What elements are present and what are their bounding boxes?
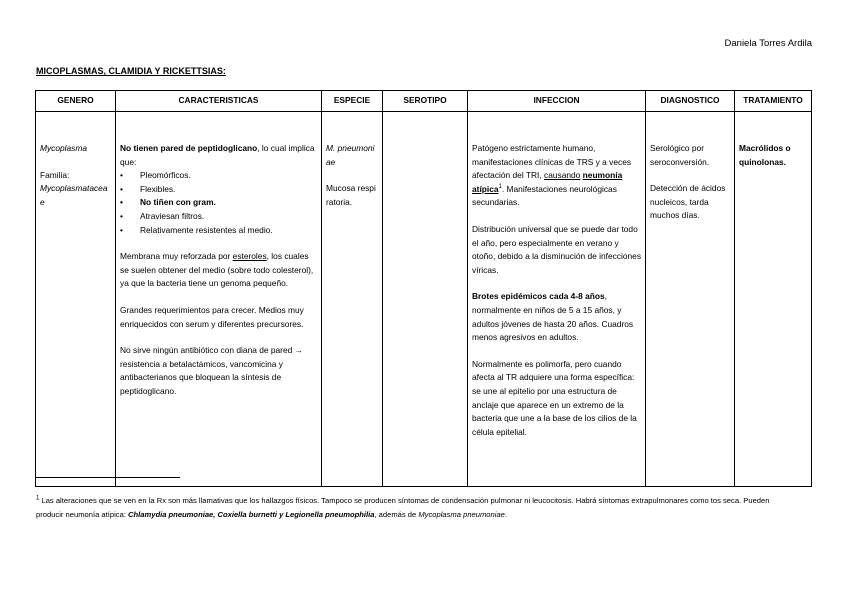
list-item: • Atraviesan filtros. bbox=[120, 210, 317, 224]
especie-cell bbox=[322, 112, 383, 487]
species-name: M. pneumoniae bbox=[326, 143, 375, 167]
infeccion-paragraph: Normalmente es polimorfa, pero cuando afecta al TR adquiere una forma específica: se une al epitelio por una estructura de anclaje que aparece en un extremo de la bacteria que une a la base de los cilios de la célula epitelial. bbox=[472, 358, 637, 437]
familia-name: Mycoplasmataceae bbox=[40, 183, 108, 207]
author-name: Daniela Torres Ardila bbox=[724, 38, 812, 49]
infeccion-paragraph: Distribución universal que se puede dar todo el año, pero especialmente en verano y otoño, debido a la disminución de infecciones víricas. bbox=[472, 223, 642, 275]
list-item: • Flexibles. bbox=[120, 183, 317, 197]
table-row bbox=[36, 112, 812, 487]
genero-cell bbox=[36, 112, 116, 487]
footnote: $^1$ Las alteraciones que se ven en la Rx son más llamativas que los hallazgos físicos. Tampoco se producen síntomas de condensación pulmonar ni leucocitosis. Habrá síntomas extrapulmonares como tos seca. Pueden producir neumonía atípica: Chlamydia pneumoniae, Coxiella burnetti y Legionella pneumophilia, además de Mycoplasma pneumoniae. bbox=[36, 495, 770, 519]
antibiotico-text: No sirve ningún antibiótico con diana de pared → resistencia a betalactámicos, vancomicina y antibacterianos que bloquean la síntesis de peptidoglicano. bbox=[120, 345, 303, 396]
infeccion-paragraph: Patógeno estrictamente humano, manifestaciones clínicas de TRS y a veces afectación del TRI, causando neumonía atípica$^1$. Manifestaciones neurológicas secundarias. bbox=[472, 143, 632, 208]
requerimientos-text: Grandes requerimientos para crecer. Medios muy enriquecidos con serum y diferentes precursores. bbox=[120, 304, 304, 329]
header-serotipo: SEROTIPO bbox=[383, 91, 468, 112]
table-header-row bbox=[36, 91, 812, 112]
genus-name: Mycoplasma bbox=[40, 143, 88, 153]
list-item: • No tiñen con gram. bbox=[120, 196, 317, 210]
membrana-text: Membrana muy reforzada por esteroles, los cuales se suelen obtener del medio (sobre todo colesterol), ya que la bacteria tiene un genoma pequeño. bbox=[120, 251, 314, 289]
serotipo-cell bbox=[383, 112, 468, 487]
header-infeccion: INFECCION bbox=[468, 91, 646, 112]
header-caracteristicas: CARACTERISTICAS bbox=[116, 91, 322, 112]
infeccion-cell bbox=[468, 112, 646, 487]
caracteristicas-cell bbox=[116, 112, 322, 487]
document-title: MICOPLASMAS, CLAMIDIA Y RICKETTSIAS: bbox=[36, 66, 226, 76]
caracteristicas-list bbox=[120, 169, 317, 237]
footnote-divider bbox=[36, 477, 180, 478]
header-especie: ESPECIE bbox=[322, 91, 383, 112]
list-item: • Pleomórficos. bbox=[120, 169, 317, 183]
diagnostico-cell bbox=[646, 112, 735, 487]
species-habitat: Mucosa respiratoria. bbox=[326, 183, 376, 207]
summary-table bbox=[35, 90, 812, 487]
infeccion-paragraph: Brotes epidémicos cada 4-8 años, normalmente en niños de 5 a 15 años, y adultos jóvenes de hasta 20 años. Cuadros menos agresivos en adultos. bbox=[472, 291, 634, 343]
caracteristicas-intro: No tienen pared de peptidoglicano, lo cual implica que: bbox=[120, 143, 315, 167]
header-genero: GENERO bbox=[36, 91, 116, 112]
familia-label: Familia: bbox=[40, 169, 70, 180]
header-tratamiento: TRATAMIENTO bbox=[735, 91, 812, 112]
list-item: • Relativamente resistentes al medio. bbox=[120, 224, 317, 238]
diagnostico-text: Detección de ácidos nucleicos, tarda muchos días. bbox=[650, 183, 726, 221]
header-diagnostico: DIAGNOSTICO bbox=[646, 91, 735, 112]
footnote-ref: 1 bbox=[498, 183, 502, 190]
tratamiento-cell: Macrólidos o quinolonas. bbox=[735, 112, 812, 487]
diagnostico-text: Serológico por seroconversión. bbox=[650, 143, 710, 167]
